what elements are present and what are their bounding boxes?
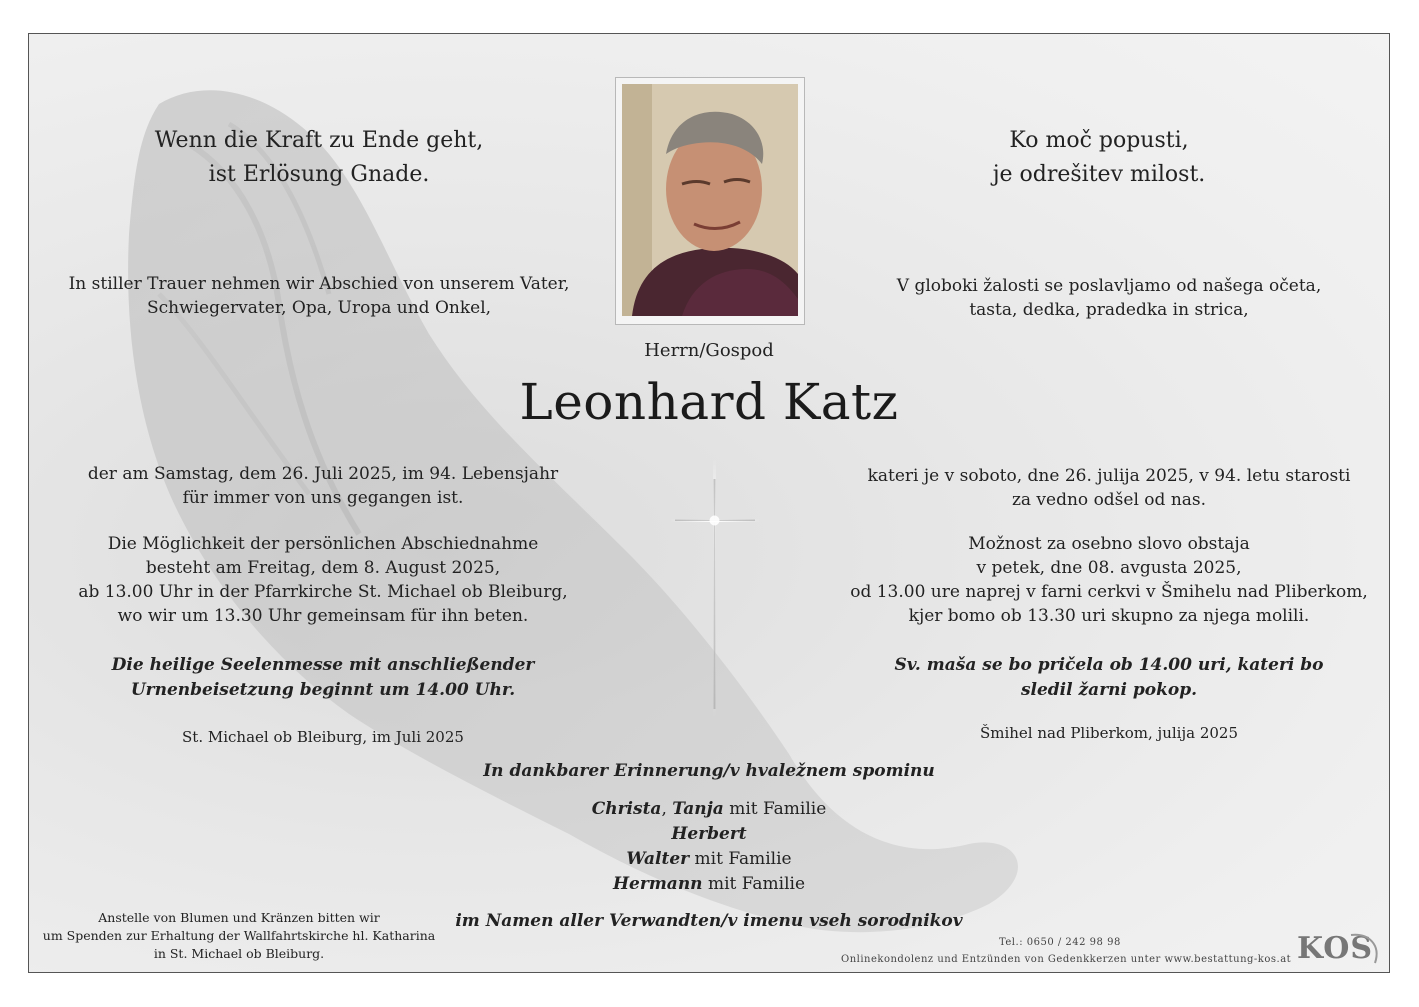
death-german-line2: für immer von uns gegangen ist.	[182, 488, 464, 508]
motto-german	[89, 124, 549, 192]
donation-line2: um Spenden zur Erhaltung der Wallfahrtskirche hl. Katharina	[42, 928, 436, 943]
farewell-slovenian-line: od 13.00 ure naprej v farni cerkvi v Šmihelu nad Pliberkom,	[850, 582, 1368, 602]
logo-swoosh-icon	[1347, 929, 1383, 969]
death-german	[59, 462, 587, 510]
mourner-name: Herbert	[671, 824, 747, 844]
intro-slovenian-line2: tasta, dedka, pradedka in strica,	[969, 300, 1249, 320]
mass-german-line1: Die heilige Seelenmesse mit anschließender	[111, 655, 535, 675]
motto-slovenian	[869, 124, 1329, 192]
farewell-german-line: besteht am Freitag, dem 8. August 2025,	[145, 558, 501, 578]
mourner-name: Christa	[591, 799, 662, 819]
funeral-home-online: Onlinekondolenz und Entzünden von Gedenkkerzen unter www.bestattung-kos.at	[841, 954, 1292, 965]
mass-german	[59, 653, 587, 703]
farewell-slovenian	[839, 532, 1379, 628]
motto-german-line2: ist Erlösung Gnade.	[208, 162, 430, 187]
death-german-line1: der am Samstag, dem 26. Juli 2025, im 94. Lebensjahr	[87, 464, 559, 484]
motto-slovenian-line2: je odrešitev milost.	[992, 162, 1206, 187]
portrait-frame	[615, 77, 805, 325]
mass-slovenian-line2: sledil žarni pokop.	[1020, 680, 1198, 700]
death-slovenian	[839, 464, 1379, 512]
place-date-slovenian: Šmihel nad Pliberkom, julija 2025	[979, 724, 1239, 742]
farewell-german-line: Die Möglichkeit der persönlichen Abschiednahme	[107, 534, 539, 554]
mourner-row-2	[429, 822, 989, 847]
intro-slovenian	[849, 274, 1369, 322]
intro-slovenian-line1: V globoki žalosti se poslavljamo od našega očeta,	[896, 276, 1322, 296]
place-date-german: St. Michael ob Bleiburg, im Juli 2025	[182, 728, 464, 746]
mourners-closing: im Namen aller Verwandten/v imenu vseh sorodnikov	[455, 911, 963, 931]
mourner-name: Hermann	[612, 874, 703, 894]
donation-line3: in St. Michael ob Bleiburg.	[153, 946, 325, 961]
farewell-slovenian-line: kjer bomo ob 13.30 uri skupno za njega molili.	[908, 606, 1310, 626]
mourner-row-3	[429, 847, 989, 872]
donation-line1: Anstelle von Blumen und Kränzen bitten wir	[98, 910, 380, 925]
mourner-name: Walter	[626, 849, 690, 869]
mourner-row-4	[429, 872, 989, 897]
deceased-name: Leonhard Katz	[519, 373, 899, 431]
death-slovenian-line2: za vedno odšel od nas.	[1011, 490, 1207, 510]
mourner-suffix: mit Familie	[689, 849, 792, 869]
death-slovenian-line1: kateri je v soboto, dne 26. julija 2025, v 94. letu starosti	[867, 466, 1351, 486]
salutation: Herrn/Gospod	[644, 340, 774, 361]
obituary-card	[28, 33, 1390, 973]
mourner-separator: ,	[661, 799, 673, 819]
intro-german-line2: Schwiegervater, Opa, Uropa und Onkel,	[146, 298, 492, 318]
intro-german	[59, 272, 579, 320]
motto-slovenian-line1: Ko moč popusti,	[1009, 128, 1189, 153]
mourner-suffix: mit Familie	[702, 874, 806, 894]
intro-german-line1: In stiller Trauer nehmen wir Abschied von unserem Vater,	[68, 274, 570, 294]
mass-slovenian	[839, 653, 1379, 703]
mass-slovenian-line1: Sv. maša se bo pričela ob 14.00 uri, kateri bo	[894, 655, 1324, 675]
farewell-german-line: ab 13.00 Uhr in der Pfarrkirche St. Michael ob Bleiburg,	[78, 582, 568, 602]
mourner-suffix: mit Familie	[723, 799, 827, 819]
farewell-slovenian-line: v petek, dne 08. avgusta 2025,	[976, 558, 1242, 578]
mourners-heading: In dankbarer Erinnerung/v hvaležnem spominu	[483, 761, 935, 781]
mass-german-line2: Urnenbeisetzung beginnt um 14.00 Uhr.	[130, 680, 516, 700]
funeral-home-phone: Tel.: 0650 / 242 98 98	[999, 937, 1121, 948]
funeral-home-logo: KOS	[1297, 931, 1374, 966]
mourner-row-1	[429, 797, 989, 822]
motto-german-line1: Wenn die Kraft zu Ende geht,	[154, 128, 484, 153]
farewell-slovenian-line: Možnost za osebno slovo obstaja	[968, 534, 1250, 554]
donation-note	[29, 909, 449, 963]
farewell-german-line: wo wir um 13.30 Uhr gemeinsam für ihn beten.	[117, 606, 529, 626]
cross-icon	[665, 459, 765, 719]
portrait-photo	[622, 84, 798, 316]
mourner-name: Tanja	[672, 799, 724, 819]
farewell-german	[59, 532, 587, 628]
